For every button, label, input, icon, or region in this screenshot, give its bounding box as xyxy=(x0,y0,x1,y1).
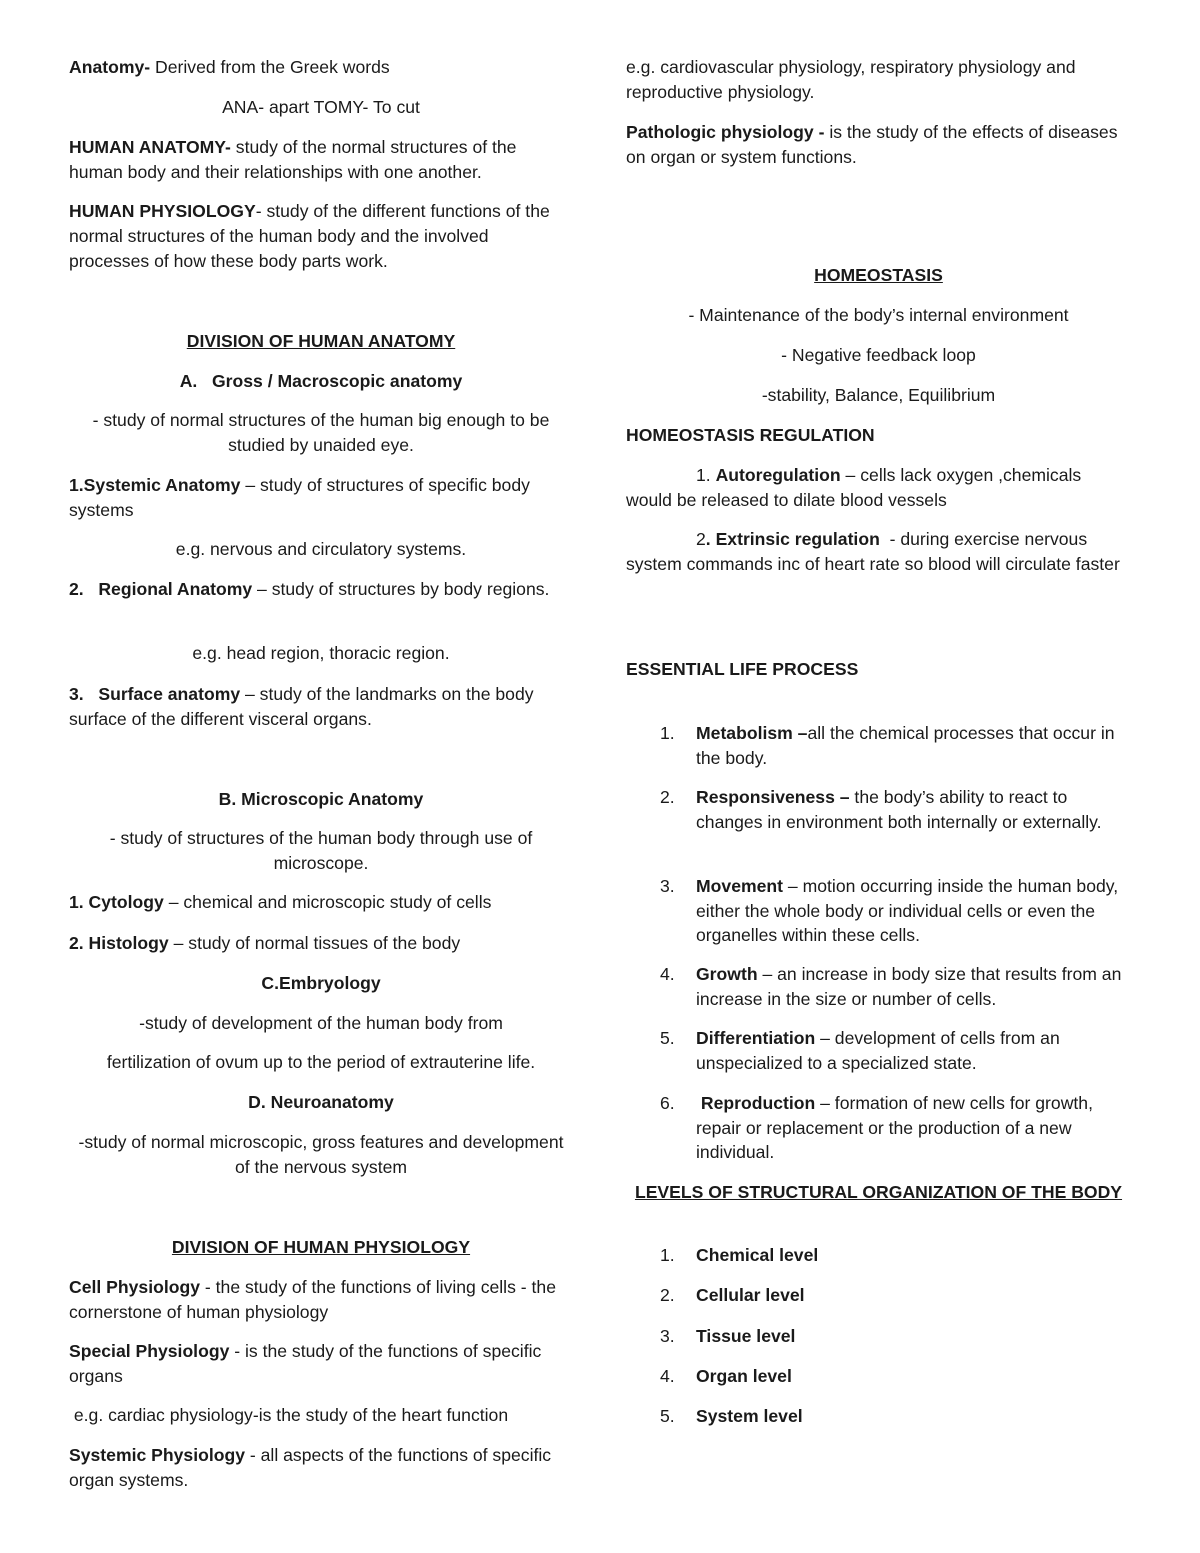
level-item: 1. Chemical level xyxy=(660,1245,819,1265)
neuroanatomy-text: -study of normal microscopic, gross features and development of the nervous system xyxy=(78,1132,564,1177)
division-physiology-heading: DIVISION OF HUMAN PHYSIOLOGY xyxy=(171,1237,471,1257)
embryology-text-2: fertilization of ovum up to the period of extrauterine life. xyxy=(106,1052,536,1072)
level-item: 5. System level xyxy=(660,1406,803,1426)
human-anatomy-term: HUMAN ANATOMY- xyxy=(69,137,231,157)
autoregulation: 1. Autoregulation – cells lack oxygen ,chemicals would be released to dilate blood vessels xyxy=(626,465,1082,510)
life-process-item: 3. Movement – motion occurring inside the human body, either the whole body or individual cells or even the organelles within these cells. xyxy=(660,876,1119,945)
embryology-heading: C.Embryology xyxy=(261,973,381,993)
life-process-item: 4. Growth – an increase in body size that results from an increase in the size or number of cells. xyxy=(660,964,1122,1009)
anatomy-text: Derived from the Greek words xyxy=(150,57,390,77)
homeostasis-line-3: -stability, Balance, Equilibrium xyxy=(761,385,996,405)
anatomy-definition xyxy=(69,55,573,80)
special-physiology-example: e.g. cardiac physiology-is the study of the heart function xyxy=(69,1405,509,1425)
life-process-item: 1. Metabolism –all the chemical processes that occur in the body. xyxy=(660,723,1115,768)
physiology-examples: e.g. cardiovascular physiology, respiratory physiology and reproductive physiology. xyxy=(626,57,1076,102)
level-item: 2. Cellular level xyxy=(660,1285,805,1305)
extrinsic-regulation: 2. Extrinsic regulation - during exercise nervous system commands inc of heart rate so blood will circulate faster xyxy=(626,529,1120,574)
human-anatomy-definition xyxy=(69,135,573,185)
embryology-text-1: -study of development of the human body from xyxy=(139,1013,503,1033)
levels-heading: LEVELS OF STRUCTURAL ORGANIZATION OF THE BODY xyxy=(634,1182,1123,1202)
life-process-item: 6. Reproduction – formation of new cells for growth, repair or replacement or the production of a new individual. xyxy=(660,1093,1093,1162)
gross-anatomy-heading: A. Gross / Macroscopic anatomy xyxy=(179,371,463,391)
life-process-item: 5. Differentiation – development of cells from an unspecialized to a specialized state. xyxy=(660,1028,1060,1073)
regulation-heading: HOMEOSTASIS REGULATION xyxy=(626,425,875,445)
level-item: 3. Tissue level xyxy=(660,1326,796,1346)
surface-anatomy: 3. Surface anatomy – study of the landmarks on the body surface of the different visceral organs. xyxy=(69,684,534,729)
neuroanatomy-heading: D. Neuroanatomy xyxy=(248,1092,394,1112)
anatomy-term: Anatomy- xyxy=(69,57,151,77)
pathologic-physiology: Pathologic physiology - is the study of the effects of diseases on organ or system functions. xyxy=(626,122,1118,167)
level-item: 4. Organ level xyxy=(660,1366,792,1386)
cell-physiology: Cell Physiology - the study of the functions of living cells - the cornerstone of human physiology xyxy=(69,1277,556,1322)
human-anatomy-text: study of the normal structures of the human body and their relationships with one another. xyxy=(69,137,517,182)
systemic-anatomy: 1.Systemic Anatomy – study of structures of specific body systems xyxy=(69,475,530,520)
systemic-example: e.g. nervous and circulatory systems. xyxy=(175,539,467,559)
human-physiology-definition xyxy=(69,199,573,274)
microscopic-text: - study of structures of the human body through use of microscope. xyxy=(109,828,533,873)
life-process-item: 2. Responsiveness – the body’s ability to react to changes in environment both internally or externally. xyxy=(660,787,1102,832)
human-physiology-term: HUMAN PHYSIOLOGY xyxy=(69,201,256,221)
histology: 2. Histology – study of normal tissues of the body xyxy=(69,933,461,953)
microscopic-heading: B. Microscopic Anatomy xyxy=(218,789,424,809)
cytology: 1. Cytology – chemical and microscopic study of cells xyxy=(69,892,492,912)
gross-anatomy-text: - study of normal structures of the human big enough to be studied by unaided eye. xyxy=(92,410,550,455)
regional-example: e.g. head region, thoracic region. xyxy=(192,643,450,663)
homeostasis-line-2: - Negative feedback loop xyxy=(781,345,976,365)
special-physiology: Special Physiology - is the study of the functions of specific organs xyxy=(69,1341,542,1386)
regional-anatomy: 2. Regional Anatomy – study of structures by body regions. xyxy=(69,579,550,599)
division-anatomy-heading: DIVISION OF HUMAN ANATOMY xyxy=(186,331,456,351)
ana-tomy-etymology: ANA- apart TOMY- To cut xyxy=(222,97,420,117)
homeostasis-line-1: - Maintenance of the body’s internal environment xyxy=(688,305,1069,325)
homeostasis-heading: HOMEOSTASIS xyxy=(814,265,943,285)
systemic-physiology: Systemic Physiology - all aspects of the functions of specific organ systems. xyxy=(69,1445,552,1490)
human-physiology-text: - study of the different functions of the normal structures of the human body and the involved processes of how these body parts work. xyxy=(69,201,550,271)
life-process-heading: ESSENTIAL LIFE PROCESS xyxy=(626,659,859,679)
